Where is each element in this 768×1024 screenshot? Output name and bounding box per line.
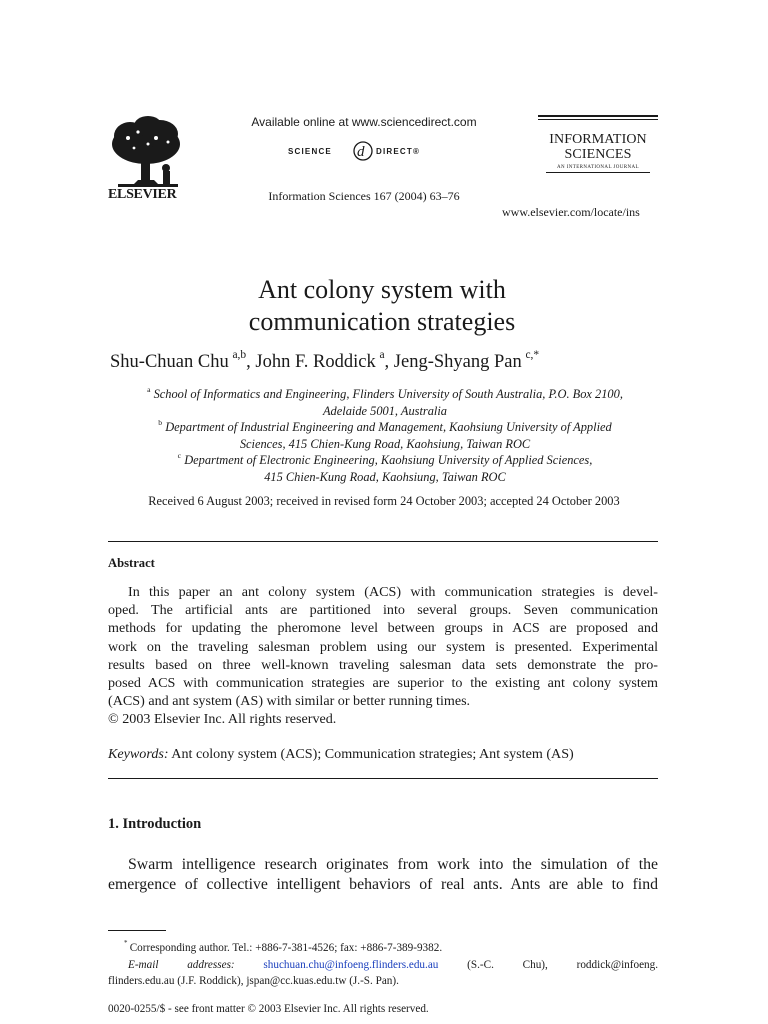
journal-title-line2: SCIENCES bbox=[564, 147, 632, 162]
introduction-body bbox=[108, 855, 658, 895]
sciencedirect-right-text: DIRECT® bbox=[376, 147, 421, 156]
keywords-label: Keywords: bbox=[108, 746, 169, 762]
title-line: communication strategies bbox=[248, 307, 516, 336]
journal-subtitle: AN INTERNATIONAL JOURNAL bbox=[557, 165, 639, 170]
footnote-rule bbox=[108, 930, 166, 931]
journal-url[interactable]: www.elsevier.com/locate/ins bbox=[502, 205, 640, 219]
author-name: Jeng-Shyang Pan bbox=[393, 352, 522, 372]
intro-line: emergence of collective intelligent behaviors of real ants. Ants are able to find bbox=[108, 876, 658, 893]
affiliation-c-cont: 415 Chien-Kung Road, Kaohsiung, Taiwan ROC bbox=[264, 469, 506, 484]
abstract-top-rule bbox=[108, 541, 658, 542]
affiliation-c: $^c$ Department of Electronic Engineering, Kaohsiung University of Applied Sciences, bbox=[177, 450, 593, 467]
email-link[interactable]: flinders.edu.au bbox=[108, 975, 175, 987]
author-affil-mark[interactable]: c,* bbox=[525, 349, 540, 362]
affiliations bbox=[90, 386, 680, 485]
email-line: E-mail addresses: shuchuan.chu@infoeng.flinders.edu.au (S.-C. Chu), roddick@infoeng. bbox=[128, 958, 659, 971]
abstract-line: In this paper an ant colony system (ACS) with communication strategies is devel- bbox=[128, 584, 658, 600]
abstract-heading: Abstract bbox=[108, 556, 155, 570]
publisher-name: ELSEVIER bbox=[108, 187, 177, 202]
abstract-line: results based on three well-known traveling salesman data sets demonstrate the pro- bbox=[108, 656, 658, 673]
received-dates: Received 6 August 2003; received in revised form 24 October 2003; accepted 24 October 2003 bbox=[148, 494, 620, 508]
front-matter-line: 0020-0255/$ - see front matter © 2003 Elsevier Inc. All rights reserved. bbox=[108, 1003, 429, 1015]
journal-reference: Information Sciences 167 (2004) 63–76 bbox=[268, 189, 460, 203]
keywords-list: Ant colony system (ACS); Communication strategies; Ant system (AS) bbox=[171, 746, 574, 762]
email-link[interactable]: roddick@infoeng. bbox=[576, 958, 659, 971]
affiliation-a: $^a$ School of Informatics and Engineering, Flinders University of South Australia, P.O. Box 2100, bbox=[147, 384, 623, 401]
keywords bbox=[108, 746, 574, 763]
section-heading: 1. Introduction bbox=[108, 816, 202, 832]
masthead-rule bbox=[538, 119, 658, 120]
email-line: flinders.edu.au (J.F. Roddick), jspan@cc.kuas.edu.tw (J.-S. Pan). bbox=[108, 975, 399, 987]
affiliation-a-cont: Adelaide 5001, Australia bbox=[322, 403, 447, 418]
email-link[interactable]: jspan@cc.kuas.edu.tw bbox=[246, 975, 347, 987]
abstract-line: posed ACS with communication strategies are superior to the existing ant colony system bbox=[108, 675, 658, 692]
journal-title-line1: INFORMATION bbox=[549, 132, 647, 147]
author-affil-mark[interactable]: a bbox=[379, 349, 385, 362]
affiliation-b: $^b$ Department of Industrial Engineering and Management, Kaohsiung University of Applied bbox=[158, 417, 612, 434]
title-line: Ant colony system with bbox=[258, 275, 506, 304]
affiliation-b-cont: Sciences, 415 Chien-Kung Road, Kaohsiung, Taiwan ROC bbox=[239, 436, 531, 451]
sciencedirect-logo bbox=[288, 138, 438, 164]
svg-text:d: d bbox=[357, 144, 365, 160]
author-affil-mark[interactable]: a,b bbox=[232, 349, 247, 362]
journal-masthead bbox=[538, 115, 658, 173]
footnotes bbox=[108, 940, 658, 990]
email-label: E-mail addresses: bbox=[128, 958, 235, 971]
author-list: Shu-Chuan Chu $^{a,b}$, John F. Roddick $^a$, Jeng-Shyang Pan $^{c,*}$ bbox=[110, 349, 540, 372]
masthead-rule bbox=[546, 172, 650, 173]
copyright-line: © 2003 Elsevier Inc. All rights reserved. bbox=[108, 711, 337, 728]
available-online-text: Available online at www.sciencedirect.com bbox=[251, 115, 477, 129]
abstract-line: oped. The artificial ants are partitioned into several groups. Seven communication bbox=[108, 602, 658, 619]
sciencedirect-left-text: SCIENCE bbox=[288, 147, 332, 156]
abstract-line: work on the traveling salesman problem using our system is presented. Experimental bbox=[108, 638, 658, 655]
masthead-rule bbox=[538, 115, 658, 117]
paper-title bbox=[0, 274, 768, 338]
email-link[interactable]: shuchuan.chu@infoeng.flinders.edu.au bbox=[263, 958, 439, 971]
author-name: John F. Roddick bbox=[255, 352, 376, 372]
abstract-bottom-rule bbox=[108, 778, 658, 779]
corresponding-author-note: * Corresponding author. Tel.: +886-7-381-4526; fax: +886-7-389-9382. bbox=[124, 939, 443, 954]
intro-line: Swarm intelligence research originates from work into the simulation of the bbox=[128, 856, 658, 873]
abstract-body bbox=[108, 583, 658, 729]
abstract-line: (ACS) and ant system (AS) with similar or better running times. bbox=[108, 693, 471, 710]
author-name: Shu-Chuan Chu bbox=[110, 352, 229, 372]
abstract-line: methods for updating the pheromone level between groups in ACS are proposed and bbox=[108, 620, 658, 637]
